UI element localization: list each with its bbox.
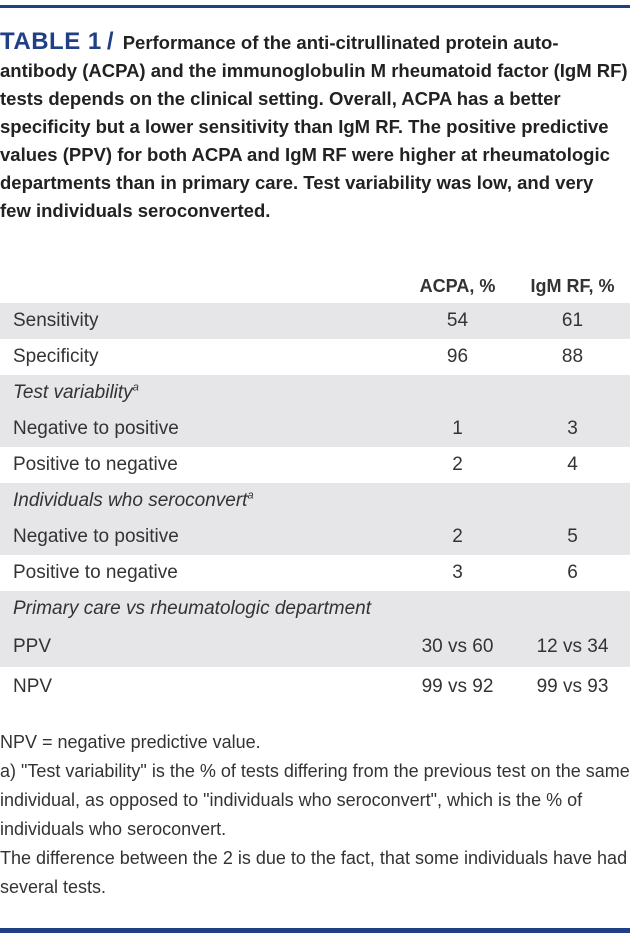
row-label xyxy=(0,483,400,519)
row-label-text: Negative to positive xyxy=(13,418,179,439)
table-row xyxy=(0,447,630,483)
row-label-text: Individuals who seroconvert xyxy=(13,490,248,511)
acpa-value: 2 xyxy=(452,454,463,475)
row-label-text: Positive to negative xyxy=(13,454,178,475)
table-row xyxy=(0,339,630,375)
igm-rf-value: 88 xyxy=(561,346,584,367)
footnote-marker: a xyxy=(132,381,139,394)
row-label-text: Negative to positive xyxy=(13,526,179,547)
footnote-npv: NPV = negative predictive value. xyxy=(0,732,261,752)
row-label xyxy=(0,411,400,447)
table-row xyxy=(0,555,630,591)
acpa-value xyxy=(400,591,515,627)
table-row xyxy=(0,627,630,667)
igm-rf-value: 4 xyxy=(567,454,578,475)
row-label xyxy=(0,555,400,591)
row-label xyxy=(0,303,400,339)
footnotes xyxy=(0,728,630,902)
row-label xyxy=(0,519,400,555)
footnote-difference: The difference between the 2 is due to the fact, that some individuals have had several tests. xyxy=(0,848,628,897)
acpa-value: 99 vs 92 xyxy=(421,676,494,697)
igm-rf-value: 6 xyxy=(567,562,578,583)
acpa-value: 3 xyxy=(452,562,463,583)
acpa-value: 30 vs 60 xyxy=(400,627,515,667)
footnote-a: a) "Test variability" is the % of tests differing from the previous test on the same individual, as opposed to "individuals who seroconvert", which is the % of individuals who seroconvert. xyxy=(0,761,630,839)
table-row xyxy=(0,411,630,447)
table-caption xyxy=(0,28,628,225)
table-body xyxy=(0,303,630,707)
igm-rf-value: 3 xyxy=(515,411,630,447)
results-table xyxy=(0,269,630,707)
acpa-value: 54 xyxy=(400,303,515,339)
header-acpa: ACPA, % xyxy=(419,275,496,296)
row-label-text: NPV xyxy=(13,676,53,697)
row-label-text: Test variability xyxy=(13,382,133,403)
table-row xyxy=(0,519,630,555)
table-row xyxy=(0,303,630,339)
row-label xyxy=(0,447,400,483)
row-label-text: Sensitivity xyxy=(13,310,99,331)
row-label xyxy=(0,667,400,707)
footnote-marker: a xyxy=(247,489,254,502)
table-section-row xyxy=(0,591,630,627)
row-label-text: PPV xyxy=(13,636,52,657)
row-label-text: Positive to negative xyxy=(13,562,178,583)
header-empty xyxy=(0,269,400,303)
header-igm-rf: IgM RF, % xyxy=(530,275,615,296)
bottom-rule xyxy=(0,928,630,933)
igm-rf-value xyxy=(515,375,630,411)
igm-rf-value xyxy=(515,591,630,627)
igm-rf-value: 12 vs 34 xyxy=(515,627,630,667)
row-label-text: Primary care vs rheumatologic department xyxy=(13,598,371,619)
acpa-value xyxy=(400,483,515,519)
row-label xyxy=(0,627,400,667)
igm-rf-value: 99 vs 93 xyxy=(536,676,609,697)
acpa-value: 2 xyxy=(400,519,515,555)
top-rule xyxy=(0,5,630,8)
row-label xyxy=(0,375,400,411)
igm-rf-value: 5 xyxy=(515,519,630,555)
row-label xyxy=(0,339,400,375)
acpa-value: 96 xyxy=(446,346,469,367)
table-section-row xyxy=(0,375,630,411)
caption-label: TABLE 1 xyxy=(0,28,102,55)
table-row xyxy=(0,667,630,707)
igm-rf-value: 61 xyxy=(515,303,630,339)
row-label xyxy=(0,591,400,627)
caption-slash: / xyxy=(106,28,114,55)
row-label-text: Specificity xyxy=(13,346,99,367)
igm-rf-value xyxy=(515,483,630,519)
acpa-value xyxy=(400,375,515,411)
caption-text: Performance of the anti-citrullinated protein auto-antibody (ACPA) and the immunoglobulin M rheumatoid factor (IgM RF) tests depends on the clinical setting. Overall, ACPA has a better specificity but a lower sensitivity than IgM RF. The positive predictive values (PPV) for both ACPA and IgM RF were higher at rheumatologic departments than in primary care. Test variability was low, and very few individuals seroconverted. xyxy=(0,32,628,221)
table-header-row xyxy=(0,269,630,303)
acpa-value: 1 xyxy=(400,411,515,447)
table-section-row xyxy=(0,483,630,519)
